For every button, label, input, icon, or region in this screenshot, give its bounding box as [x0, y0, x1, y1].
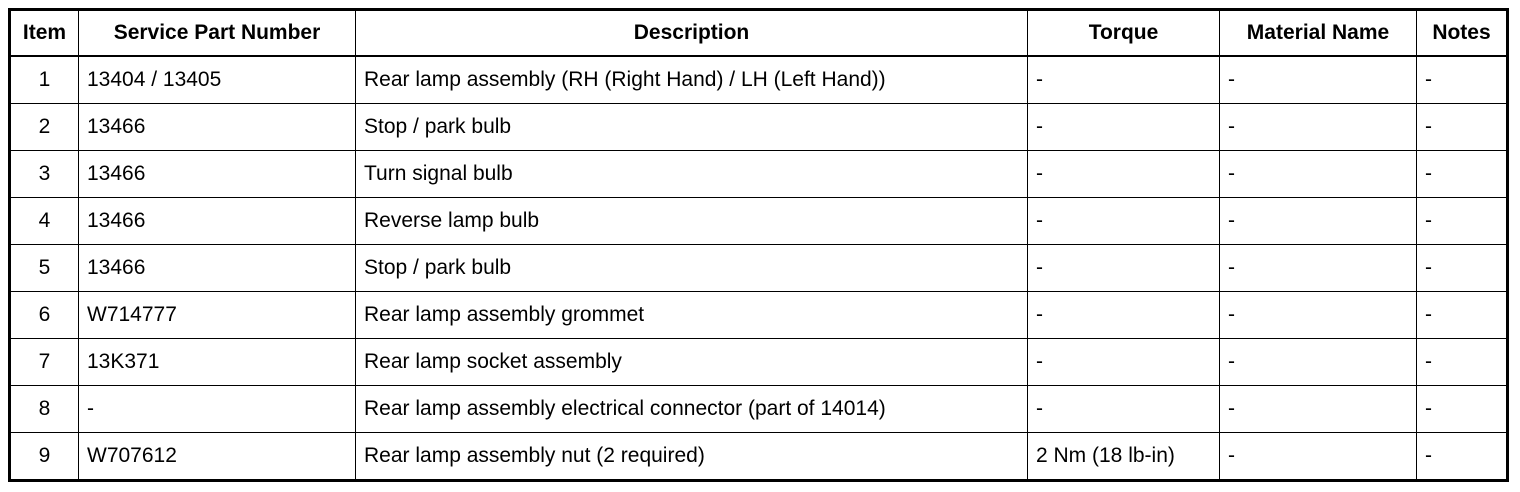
- header-torque: Torque: [1028, 10, 1220, 57]
- table-row: [10, 151, 1508, 198]
- header-notes: Notes: [1417, 10, 1508, 57]
- table-row: [10, 292, 1508, 339]
- cell-material-name: -: [1220, 198, 1417, 245]
- header-item: Item: [10, 10, 79, 57]
- cell-material-name: -: [1220, 339, 1417, 386]
- cell-torque: -: [1028, 151, 1220, 198]
- cell-description: Rear lamp assembly (RH (Right Hand) / LH (Left Hand)): [356, 56, 1028, 104]
- cell-description: Rear lamp assembly grommet: [356, 292, 1028, 339]
- cell-material-name: -: [1220, 151, 1417, 198]
- table-row: [10, 104, 1508, 151]
- cell-item: 2: [10, 104, 79, 151]
- cell-notes: -: [1417, 292, 1508, 339]
- table-row: [10, 245, 1508, 292]
- cell-notes: -: [1417, 386, 1508, 433]
- cell-notes: -: [1417, 198, 1508, 245]
- cell-description: Reverse lamp bulb: [356, 198, 1028, 245]
- cell-notes: -: [1417, 245, 1508, 292]
- cell-part-number: 13404 / 13405: [79, 56, 356, 104]
- cell-item: 9: [10, 433, 79, 481]
- cell-item: 3: [10, 151, 79, 198]
- cell-torque: -: [1028, 104, 1220, 151]
- header-description: Description: [356, 10, 1028, 57]
- cell-description: Turn signal bulb: [356, 151, 1028, 198]
- cell-description: Stop / park bulb: [356, 245, 1028, 292]
- cell-part-number: -: [79, 386, 356, 433]
- cell-torque: 2 Nm (18 lb-in): [1028, 433, 1220, 481]
- cell-notes: -: [1417, 56, 1508, 104]
- cell-torque: -: [1028, 245, 1220, 292]
- cell-item: 8: [10, 386, 79, 433]
- cell-part-number: 13466: [79, 104, 356, 151]
- cell-notes: -: [1417, 339, 1508, 386]
- cell-part-number: 13466: [79, 151, 356, 198]
- table-row: [10, 56, 1508, 104]
- cell-notes: -: [1417, 104, 1508, 151]
- cell-notes: -: [1417, 151, 1508, 198]
- cell-part-number: 13466: [79, 245, 356, 292]
- cell-item: 4: [10, 198, 79, 245]
- cell-torque: -: [1028, 56, 1220, 104]
- table-row: [10, 339, 1508, 386]
- cell-item: 5: [10, 245, 79, 292]
- table-header-row: [10, 10, 1508, 57]
- table-row: [10, 386, 1508, 433]
- cell-material-name: -: [1220, 386, 1417, 433]
- cell-description: Rear lamp assembly nut (2 required): [356, 433, 1028, 481]
- cell-part-number: W714777: [79, 292, 356, 339]
- cell-item: 7: [10, 339, 79, 386]
- cell-part-number: 13K371: [79, 339, 356, 386]
- cell-material-name: -: [1220, 433, 1417, 481]
- parts-table-container: [8, 8, 1508, 482]
- cell-description: Rear lamp assembly electrical connector (part of 14014): [356, 386, 1028, 433]
- table-row: [10, 198, 1508, 245]
- cell-description: Stop / park bulb: [356, 104, 1028, 151]
- cell-notes: -: [1417, 433, 1508, 481]
- header-service-part-number: Service Part Number: [79, 10, 356, 57]
- cell-material-name: -: [1220, 245, 1417, 292]
- cell-part-number: W707612: [79, 433, 356, 481]
- cell-torque: -: [1028, 198, 1220, 245]
- table-row: [10, 433, 1508, 481]
- cell-material-name: -: [1220, 104, 1417, 151]
- cell-torque: -: [1028, 339, 1220, 386]
- header-material-name: Material Name: [1220, 10, 1417, 57]
- cell-material-name: -: [1220, 292, 1417, 339]
- cell-torque: -: [1028, 386, 1220, 433]
- cell-material-name: -: [1220, 56, 1417, 104]
- cell-torque: -: [1028, 292, 1220, 339]
- parts-table: [8, 8, 1509, 482]
- cell-part-number: 13466: [79, 198, 356, 245]
- cell-item: 6: [10, 292, 79, 339]
- cell-description: Rear lamp socket assembly: [356, 339, 1028, 386]
- cell-item: 1: [10, 56, 79, 104]
